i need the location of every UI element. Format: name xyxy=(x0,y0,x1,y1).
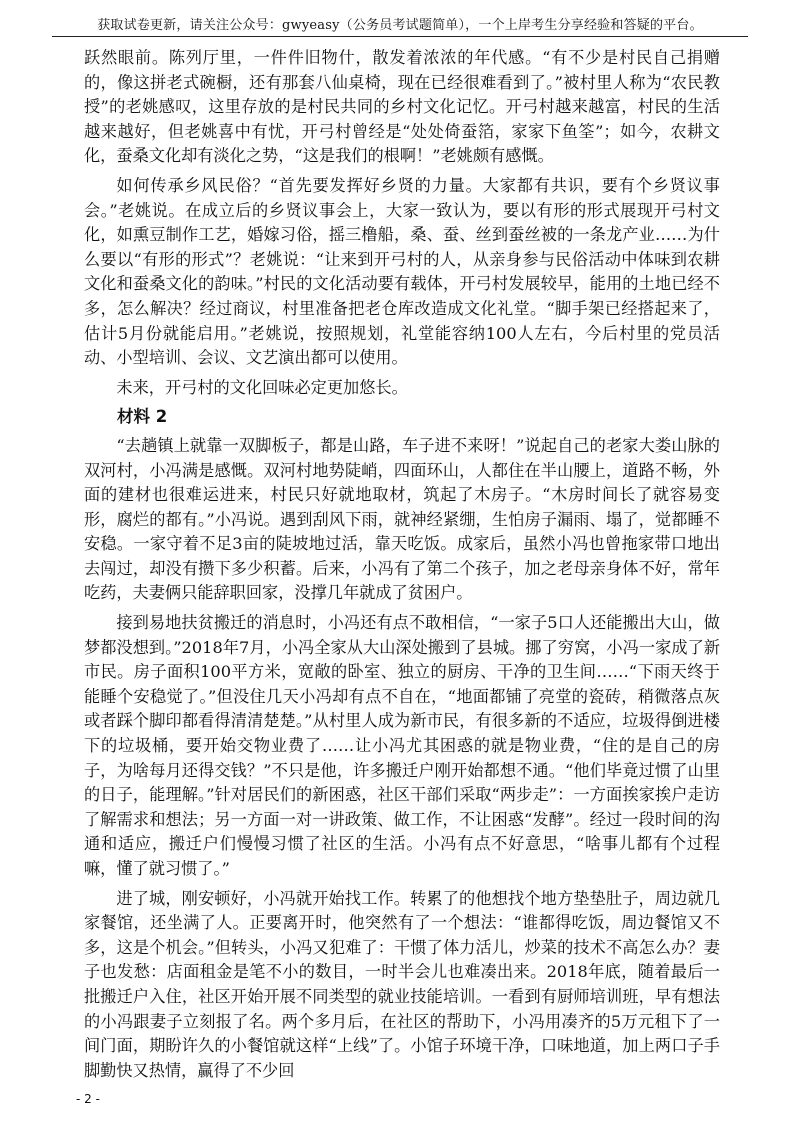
header-divider xyxy=(52,36,748,37)
paragraph-5: 接到易地扶贫搬迁的消息时，小冯还有点不敢相信，“一家子5口人还能搬出大山，做梦都没想到。”2018年7月，小冯全家从大山深处搬到了县城。挪了穷窝，小冯一家成了新市民。房子面积100平方米，宽敞的卧室、独立的厨房、干净的卫生间……“下雨天终于能睡个安稳觉了。”但没住几天小冯却有点不自在，“地面都铺了亮堂的瓷砖，稍微落点灰或者踩个脚印都看得清清楚楚。”从村里人成为新市民，有很多新的不适应，垃圾得倒进楼下的垃圾桶，要开始交物业费了……让小冯尤其困惑的就是物业费，“住的是自己的房子，为啥每月还得交钱？”不只是他，许多搬迁户刚开始都想不通。“他们毕竟过惯了山里的日子，能理解。”针对居民们的新困惑，社区干部们采取“两步走”：一方面挨家挨户走访了解需求和想法；另一方面一对一讲政策、做工作，不让困惑“发酵”。经过一段时间的沟通和适应，搬迁户们慢慢习惯了社区的生活。小冯有点不好意思，“啥事儿都有个过程嘛，懂了就习惯了。” xyxy=(84,613,720,878)
paragraph-1: 跃然眼前。陈列厅里，一件件旧物什，散发着浓浓的年代感。“有不少是村民自己捐赠的，像这拼老式碗橱，还有那套八仙桌椅，现在已经很难看到了。”被村里人称为“农民教授”的老姚感叹，这里存放的是村民共同的乡村文化记忆。开弓村越来越富，村民的生活越来越好，但老姚喜中有忧，开弓村曾经是“处处倚蚕箔，家家下鱼筌”；如今，农耕文化，蚕桑文化却有淡化之势，“这是我们的根啊！”老姚颇有感慨。 xyxy=(84,48,720,166)
page-number: - 2 - xyxy=(76,1092,100,1106)
paragraph-2: 如何传承乡风民俗？“首先要发挥好乡贤的力量。大家都有共识，要有个乡贤议事会。”老姚说。在成立后的乡贤议事会上，大家一致认为，要以有形的形式展现开弓村文化，如熏豆制作工艺，婚嫁习俗，摇三橹船，桑、蚕、丝到蚕丝被的一条龙产业……为什么要以“有形的形式”？老姚说：“让来到开弓村的人，从亲身参与民俗活动中体味到农耕文化和蚕桑文化的韵味。”村民的文化活动要有载体，开弓村发展较早，能用的土地已经不多，怎么解决？经过商议，村里准备把老仓库改造成文化礼堂。“脚手架已经搭起来了，估计5月份就能启用。”老姚说，按照规划，礼堂能容纳100人左右，今后村里的党员活动、小型培训、会议、文艺演出都可以使用。 xyxy=(84,175,720,368)
paragraph-6: 进了城，刚安顿好，小冯就开始找工作。转累了的他想找个地方垫垫肚子，周边就几家餐馆，还坐满了人。正要离开时，他突然有了一个想法：“谁都得吃饭，周边餐馆又不多，这是个机会。”但转头，小冯又犯难了：干惯了体力活儿，炒菜的技术不高怎么办？妻子也发愁：店面租金是笔不小的数目，一时半会儿也难凑出来。2018年底，随着最后一批搬迁户入住，社区开始开展不同类型的就业技能培训。一看到有厨师培训班，早有想法的小冯跟妻子立刻报了名。两个多月后，在社区的帮助下，小冯用凑齐的5万元租下了一间门面，期盼许久的小餐馆就这样“上线”了。小馆子环境干净，口味地道，加上两口子手脚勤快又热情，赢得了不少回 xyxy=(84,888,720,1080)
document-body xyxy=(84,46,720,1088)
page-header: 获取试卷更新，请关注公众号：gwyeasy（公务员考试题简单），一个上岸考生分享经验和答疑的平台。 xyxy=(97,18,703,33)
paragraph-4: “去趟镇上就靠一双脚板子，都是山路，车子进不来呀！”说起自己的老家大娄山脉的双河村，小冯满是感慨。双河村地势陡峭，四面环山，人都住在半山腰上，道路不畅，外面的建材也很难运进来，村民只好就地取材，筑起了木房子。“木房时间长了就容易变形，腐烂的都有。”小冯说。遇到刮风下雨，就神经紧绷，生怕房子漏雨、塌了，觉都睡不安稳。一家守着不足3亩的陡坡地过活，靠天吃饭。成家后，虽然小冯也曾拖家带口地出去闯过，却没有攒下多少积蓄。后来，小冯有了第二个孩子，加之老母亲身体不好，常年吃药，夫妻俩只能辞职回家，没撑几年就成了贫困户。 xyxy=(84,435,720,603)
section-heading: 材料 2 xyxy=(117,407,168,427)
paragraph-3: 未来，开弓村的文化回味必定更加悠长。 xyxy=(116,377,408,397)
